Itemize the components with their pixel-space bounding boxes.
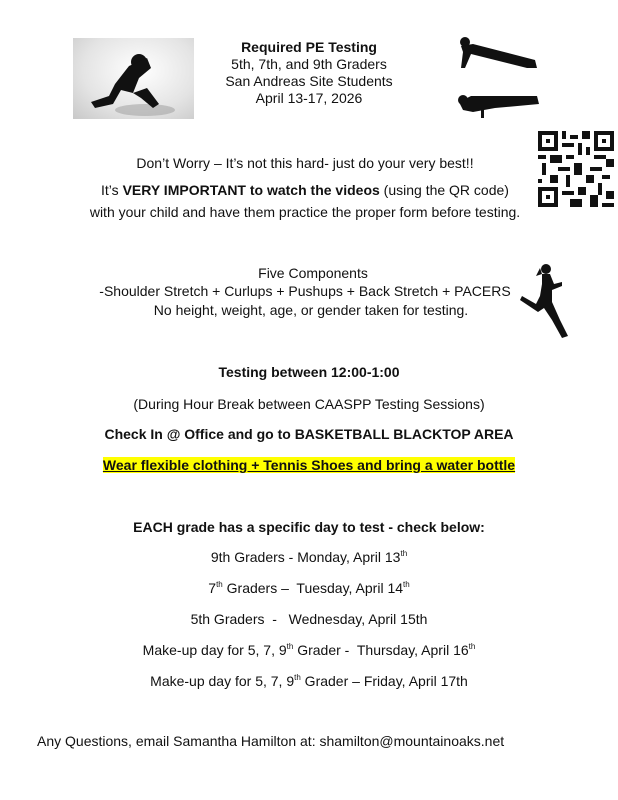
contact-email-link[interactable]: shamilton@mountainoaks.net <box>319 733 505 749</box>
during-note: (During Hour Break between CAASPP Testing Sessions) <box>133 396 485 412</box>
schedule-line <box>0 642 618 658</box>
check-in-note: Check In @ Office and go to BASKETBALL BLACKTOP AREA <box>104 426 514 442</box>
schedule-text: 5th Graders - Wednesday, April 15th <box>190 611 428 627</box>
ordinal-suffix: th <box>286 642 294 651</box>
schedule-text: 7 <box>208 580 217 596</box>
ordinal-suffix: th <box>468 642 476 651</box>
contact-text: Any Questions, email Samantha Hamilton at: <box>37 733 320 749</box>
components-heading: Five Components <box>258 265 368 281</box>
important-bold: VERY IMPORTANT to watch the videos <box>122 182 380 198</box>
wear-note-line <box>0 457 618 473</box>
grades-line: 5th, 7th, and 9th Graders <box>231 56 387 72</box>
schedule-text: Make-up day for 5, 7, 9 <box>142 642 287 658</box>
important-line-2: with your child and have them practice the proper form before testing. <box>89 204 521 220</box>
important-line <box>0 182 614 198</box>
ordinal-suffix: th <box>216 580 223 589</box>
ordinal-suffix: th <box>403 580 410 589</box>
schedule-text: 9th Graders - Monday, April 13 <box>210 549 401 565</box>
wear-note: Wear flexible clothing + Tennis Shoes and bring a water bottle <box>102 457 516 473</box>
schedule-line <box>0 549 618 565</box>
schedule-line <box>0 580 618 596</box>
schedule-line <box>0 673 618 689</box>
components-list: -Shoulder Stretch + Curlups + Pushups + Back Stretch + PACERS <box>99 283 511 299</box>
flyer-title: Required PE Testing <box>241 39 377 55</box>
components-note: No height, weight, age, or gender taken for testing. <box>153 302 469 318</box>
schedule-text: Make-up day for 5, 7, 9 <box>150 673 295 689</box>
important-pre: It’s <box>101 182 123 198</box>
important-post: (using the QR code) <box>379 182 509 198</box>
testing-time: Testing between 12:00-1:00 <box>218 364 400 380</box>
ordinal-suffix: th <box>294 673 301 682</box>
schedule-text: Grader - Thursday, April 16 <box>293 642 469 658</box>
dates-line: April 13-17, 2026 <box>255 90 363 106</box>
site-line: San Andreas Site Students <box>225 73 393 89</box>
schedule-text: Grader – Friday, April 17th <box>300 673 468 689</box>
dont-worry-text: Don’t Worry – It’s not this hard- just do your very best!! <box>136 155 474 171</box>
schedule-text: Graders – Tuesday, April 14 <box>222 580 404 596</box>
schedule-heading: EACH grade has a specific day to test - check below: <box>133 519 485 535</box>
ordinal-suffix: th <box>400 549 408 558</box>
schedule-line <box>0 611 618 627</box>
contact-line <box>37 733 504 749</box>
